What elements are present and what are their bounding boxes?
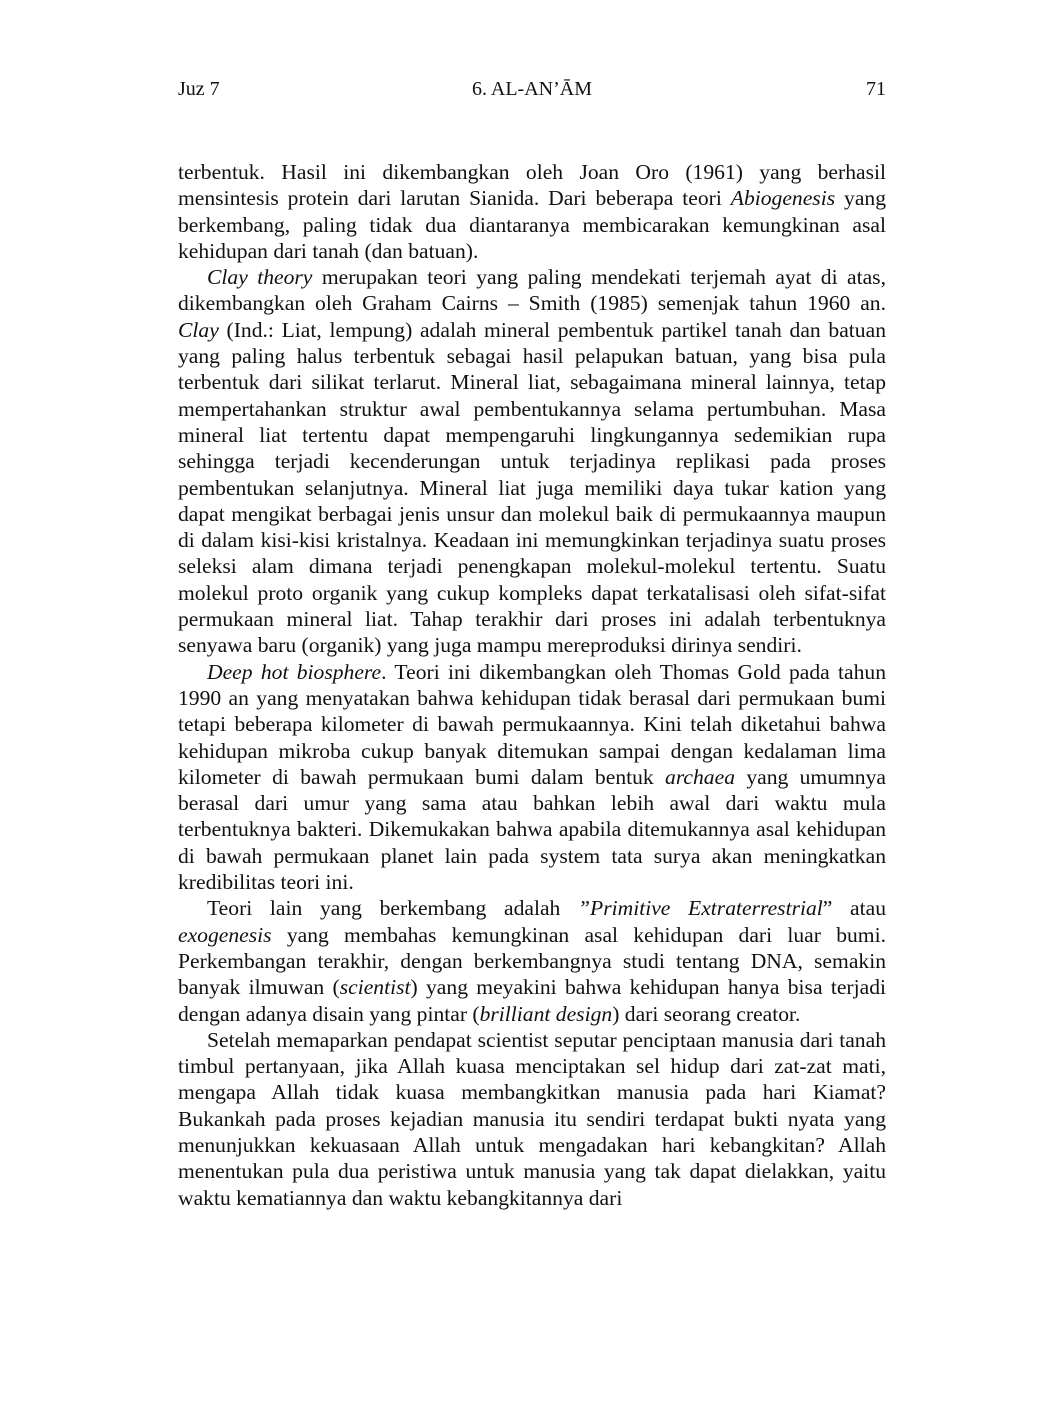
italic-term: exogenesis (178, 922, 272, 947)
paragraph (178, 264, 886, 658)
juz-label: Juz 7 (178, 78, 220, 100)
italic-term: archaea (665, 764, 735, 789)
paragraph (178, 159, 886, 264)
chapter-title: 6. AL-AN’ĀM (472, 78, 592, 100)
text-run: ) dari seorang creator. (612, 1001, 801, 1026)
italic-term: scientist (339, 975, 411, 1000)
italic-term: Clay theory (207, 265, 313, 290)
text-run: ) yang meyakini bahwa kehidupan hanya bisa terjadi dengan adanya disain yang pintar ( (178, 975, 886, 1026)
text-run: . Teori ini dikembangkan oleh Thomas Gold pada tahun 1990 an yang menyatakan bahwa kehidupan tidak berasal dari permukaan bumi tetapi beberapa kilometer di bawah permukaannya. Kini telah diketahui bahwa kehidupan mikroba cukup banyak ditemukan sampai dengan kedalaman lima kilometer di bawah permukaan bumi dalam bentuk (178, 659, 887, 789)
text-run: merupakan teori yang paling mendekati terjemah ayat di atas, dikembangkan oleh Graham Cairns – Smith (1985) semenjak tahun 1960 an. (178, 265, 886, 316)
page-number: 71 (866, 78, 886, 100)
italic-term: brilliant design (479, 1001, 613, 1026)
italic-term: ”Primitive Extraterrestrial (578, 896, 823, 921)
paragraph (178, 895, 886, 1026)
italic-term: Abiogenesis (730, 186, 836, 211)
body-text (178, 159, 886, 1211)
text-run: (Ind.: Liat, lempung) adalah mineral pembentuk partikel tanah dan batuan yang paling halus terbentuk sebagai hasil pelapukan batuan, yang bisa pula terbentuk dari silikat terlarut. Mineral liat, sebagaimana mineral lainnya, tetap mempertahankan struktur awal pembentukannya selama pertumbuhan. Masa mineral liat tertentu dapat mempengaruhi lingkungannya sedemikian rupa sehingga terjadi kecenderungan untuk terjadinya replikasi pada proses pembentukan selanjutnya. Mineral liat juga memiliki daya tukar kation yang dapat mengikat berbagai jenis unsur dan molekul baik di permukaannya maupun di dalam kisi-kisi kristalnya. Keadaan ini memungkinkan terjadinya suatu proses seleksi alam dimana terjadi penengkapan molekul-molekul tertentu. Suatu molekul proto organik yang cukup kompleks dapat terkatalisasi oleh sifat-sifat permukaan mineral liat. Tahap terakhir dari proses ini adalah terbentuknya senyawa baru (organik) yang juga mampu mereproduksi dirinya sendiri. (178, 317, 886, 658)
text-run: yang umumnya berasal dari umur yang sama atau bahkan lebih awal dari waktu mula terbentuknya bakteri. Dikemukakan bahwa apabila ditemukannya asal kehidupan di bawah permukaan planet lain pada system tata surya akan meningkatkan kredibilitas teori ini. (178, 764, 886, 895)
italic-term: Clay (178, 317, 219, 342)
text-run: Teori lain yang berkembang adalah (207, 896, 578, 921)
text-run: ” atau (822, 896, 886, 921)
paragraph (178, 659, 886, 896)
italic-term: Deep hot biosphere (207, 659, 382, 684)
text-run: yang membahas kemungkinan asal kehidupan dari luar bumi. Perkembangan terakhir, dengan berkembangnya studi tentang DNA, semakin banyak ilmuwan ( (178, 922, 886, 1000)
paragraph (178, 1027, 886, 1211)
text-run: Setelah memaparkan pendapat scientist seputar penciptaan manusia dari tanah timbul pertanyaan, jika Allah kuasa menciptakan sel hidup dari zat-zat mati, mengapa Allah tidak kuasa membangkitkan manusia pada hari Kiamat? Bukankah pada proses kejadian manusia itu sendiri terdapat bukti nyata yang menunjukkan kekuasaan Allah untuk mengadakan hari kebangkitan? Allah menentukan pula dua peristiwa untuk manusia yang tak dapat dielakkan, yaitu waktu kematiannya dan waktu kebangkitannya dari (178, 1027, 886, 1210)
text-run: terbentuk. Hasil ini dikembangkan oleh Joan Oro (1961) yang berhasil mensintesis protein dari larutan Sianida. Dari beberapa teori (178, 160, 886, 211)
running-header (178, 76, 886, 102)
text-run: yang berkembang, paling tidak dua diantaranya membicarakan kemungkinan asal kehidupan dari tanah (dan batuan). (178, 186, 887, 263)
